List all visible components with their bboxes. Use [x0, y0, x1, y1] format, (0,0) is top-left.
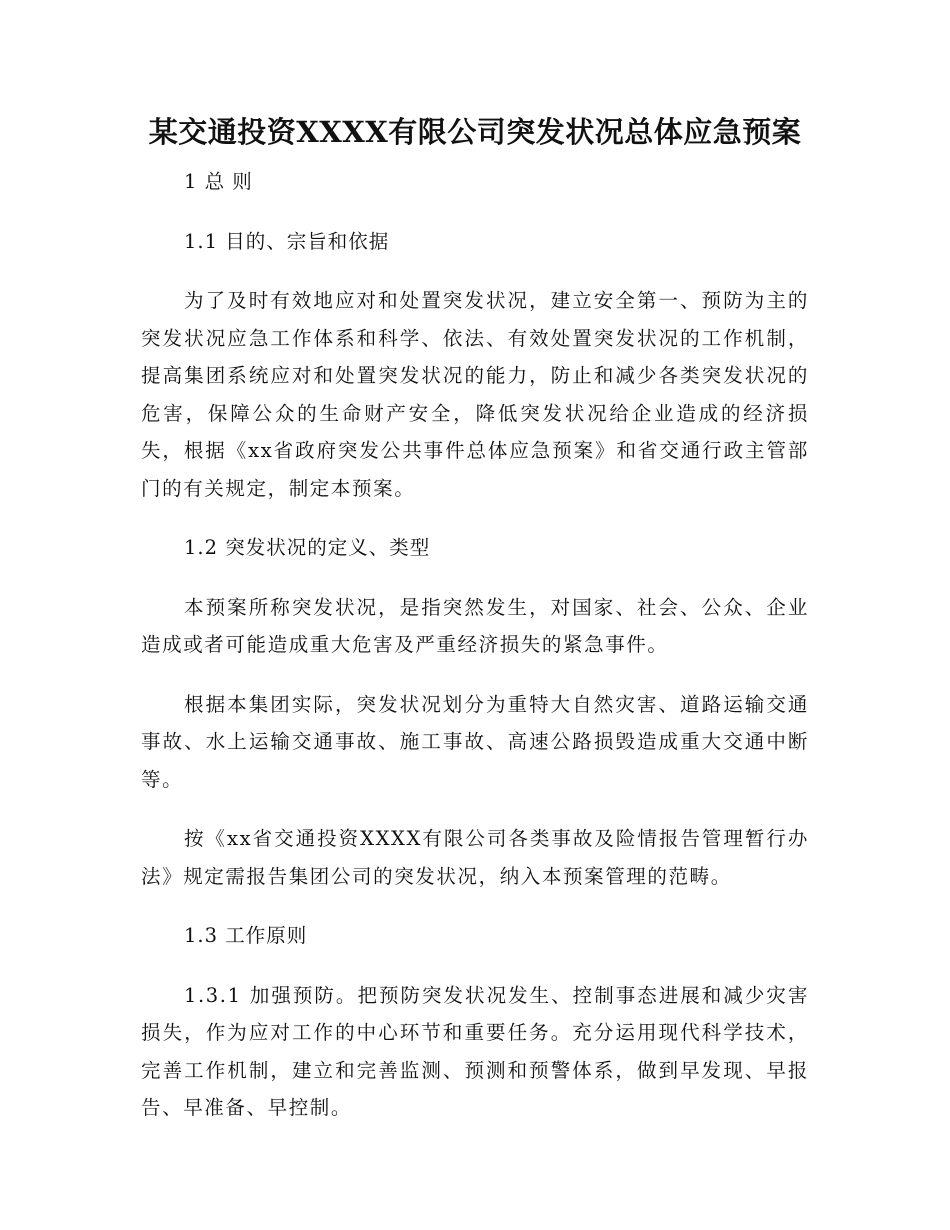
paragraph-classification: 根据本集团实际，突发状况划分为重特大自然灾害、道路运输交通事故、水上运输交通事故、施工事故、高速公路损毁造成重大交通中断等。	[141, 692, 809, 791]
section-heading-general: 1 总 则	[184, 170, 253, 193]
paragraph-definition: 本预案所称突发状况，是指突然发生，对国家、社会、公众、企业造成或者可能造成重大危害及严重经济损失的紧急事件。	[141, 595, 809, 656]
paragraph-prevention: 1.3.1 加强预防。把预防突发状况发生、控制事态进展和减少灾害损失，作为应对工作的中心环节和重要任务。充分运用现代科学技术，完善工作机制，建立和完善监测、预测和预警体系，做到早发现、早报告、早准备、早控制。	[141, 983, 809, 1119]
document-body	[141, 163, 809, 1149]
section-heading-principles: 1.3 工作原则	[184, 924, 308, 947]
document-title: 某交通投资XXXX有限公司突发状况总体应急预案	[148, 115, 802, 149]
section-heading-definition: 1.2 突发状况的定义、类型	[184, 536, 431, 559]
paragraph-purpose: 为了及时有效地应对和处置突发状况，建立安全第一、预防为主的突发状况应急工作体系和科学、依法、有效处置突发状况的工作机制，提高集团系统应对和处置突发状况的能力，防止和减少各类突发状况的危害，保障公众的生命财产安全，降低突发状况给企业造成的经济损失，根据《xx省政府突发公共事件总体应急预案》和省交通行政主管部门的有关规定，制定本预案。	[141, 289, 809, 500]
section-heading-purpose: 1.1 目的、宗旨和依据	[184, 229, 390, 253]
paragraph-scope: 按《xx省交通投资XXXX有限公司各类事故及险情报告管理暂行办法》规定需报告集团公司的突发状况，纳入本预案管理的范畴。	[141, 827, 809, 888]
